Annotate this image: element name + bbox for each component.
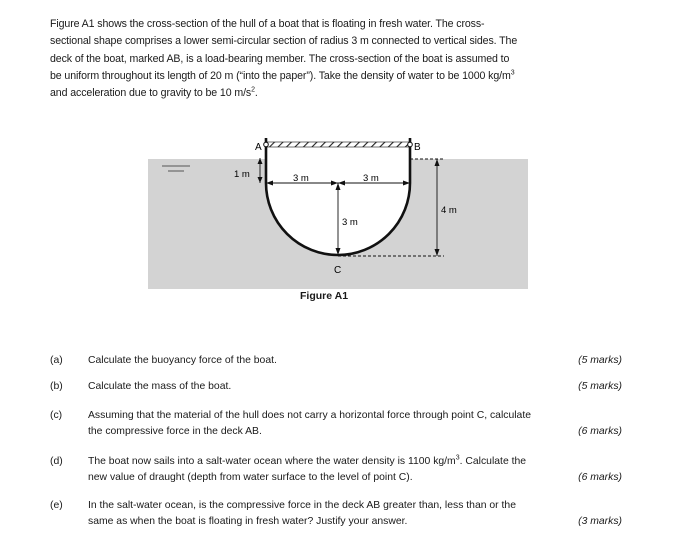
question-label: (b) <box>50 381 63 392</box>
question-b <box>50 379 622 395</box>
intro-line-2: sectional shape comprises a lower semi-circular section of radius 3 m connected to vertical sides. The <box>50 35 518 48</box>
figure-caption: Figure A1 <box>300 290 349 302</box>
label-a: A <box>255 142 262 153</box>
intro-line-4-sup: 3 <box>510 69 515 77</box>
question-d <box>50 454 622 486</box>
dim-arrow-center-r <box>338 181 345 186</box>
label-c: C <box>334 265 342 276</box>
question-marks: (5 marks) <box>578 355 622 366</box>
question-text: Calculate the buoyancy force of the boat. <box>88 355 277 366</box>
intro-line-5-sup: 2 <box>251 86 255 94</box>
question-text <box>88 498 622 529</box>
question-line-1-sup: 3 <box>455 454 460 462</box>
question-marks: (6 marks) <box>578 471 622 483</box>
dim-arrow-center-l <box>331 181 338 186</box>
question-text: Calculate the mass of the boat. <box>88 381 232 392</box>
question-line-2: new value of draught (depth from water surface to the level of point C). <box>88 471 413 483</box>
label-b: B <box>414 142 421 153</box>
question-line-2: the compressive force in the deck AB. <box>88 425 262 437</box>
intro-line-3: deck of the boat, marked AB, is a load-bearing member. The cross-section of the boat is assumed to <box>50 52 510 65</box>
question-line-1: In the salt-water ocean, is the compressive force in the deck AB greater than, less than or the <box>88 500 516 511</box>
label-3m-radius: 3 m <box>342 217 358 228</box>
deck-ab <box>266 142 410 147</box>
question-line-2: same as when the boat is floating in fresh water? Justify your answer. <box>88 515 408 527</box>
intro-line-5-text: and acceleration due to gravity to be 10 m/s <box>50 87 252 100</box>
question-a <box>50 353 622 369</box>
question-label: (a) <box>50 355 63 366</box>
intro-line-1: Figure A1 shows the cross-section of the hull of a boat that is floating in fresh water. The cross- <box>50 18 485 30</box>
pin-b <box>408 142 413 147</box>
question-line-1: The boat now sails into a salt-water ocean where the water density is 1100 kg/m <box>88 456 456 467</box>
intro-line-5-end: . <box>254 87 258 100</box>
question-label: (e) <box>50 500 63 511</box>
label-1m: 1 m <box>234 169 250 180</box>
pin-a <box>264 142 269 147</box>
question-c <box>50 408 622 440</box>
label-3m-left: 3 m <box>293 173 309 184</box>
question-marks: (3 marks) <box>578 515 622 527</box>
question-line-1: Assuming that the material of the hull does not carry a horizontal force through point C, calculate <box>88 410 531 421</box>
radius-arrow-top <box>336 183 341 190</box>
question-label: (d) <box>50 456 63 467</box>
question-e <box>50 498 622 530</box>
label-4m: 4 m <box>441 205 457 216</box>
question-text <box>88 408 622 439</box>
question-line-1-end: . Calculate the <box>459 456 527 467</box>
question-label: (c) <box>50 410 63 421</box>
label-3m-right: 3 m <box>363 173 379 184</box>
intro-line-4-text: be uniform throughout its length of 20 m (“into the paper”). Take the density of water to be 1000 kg/m <box>50 69 511 82</box>
question-marks: (6 marks) <box>578 425 622 437</box>
question-marks: (5 marks) <box>578 381 622 392</box>
question-text <box>88 454 622 485</box>
